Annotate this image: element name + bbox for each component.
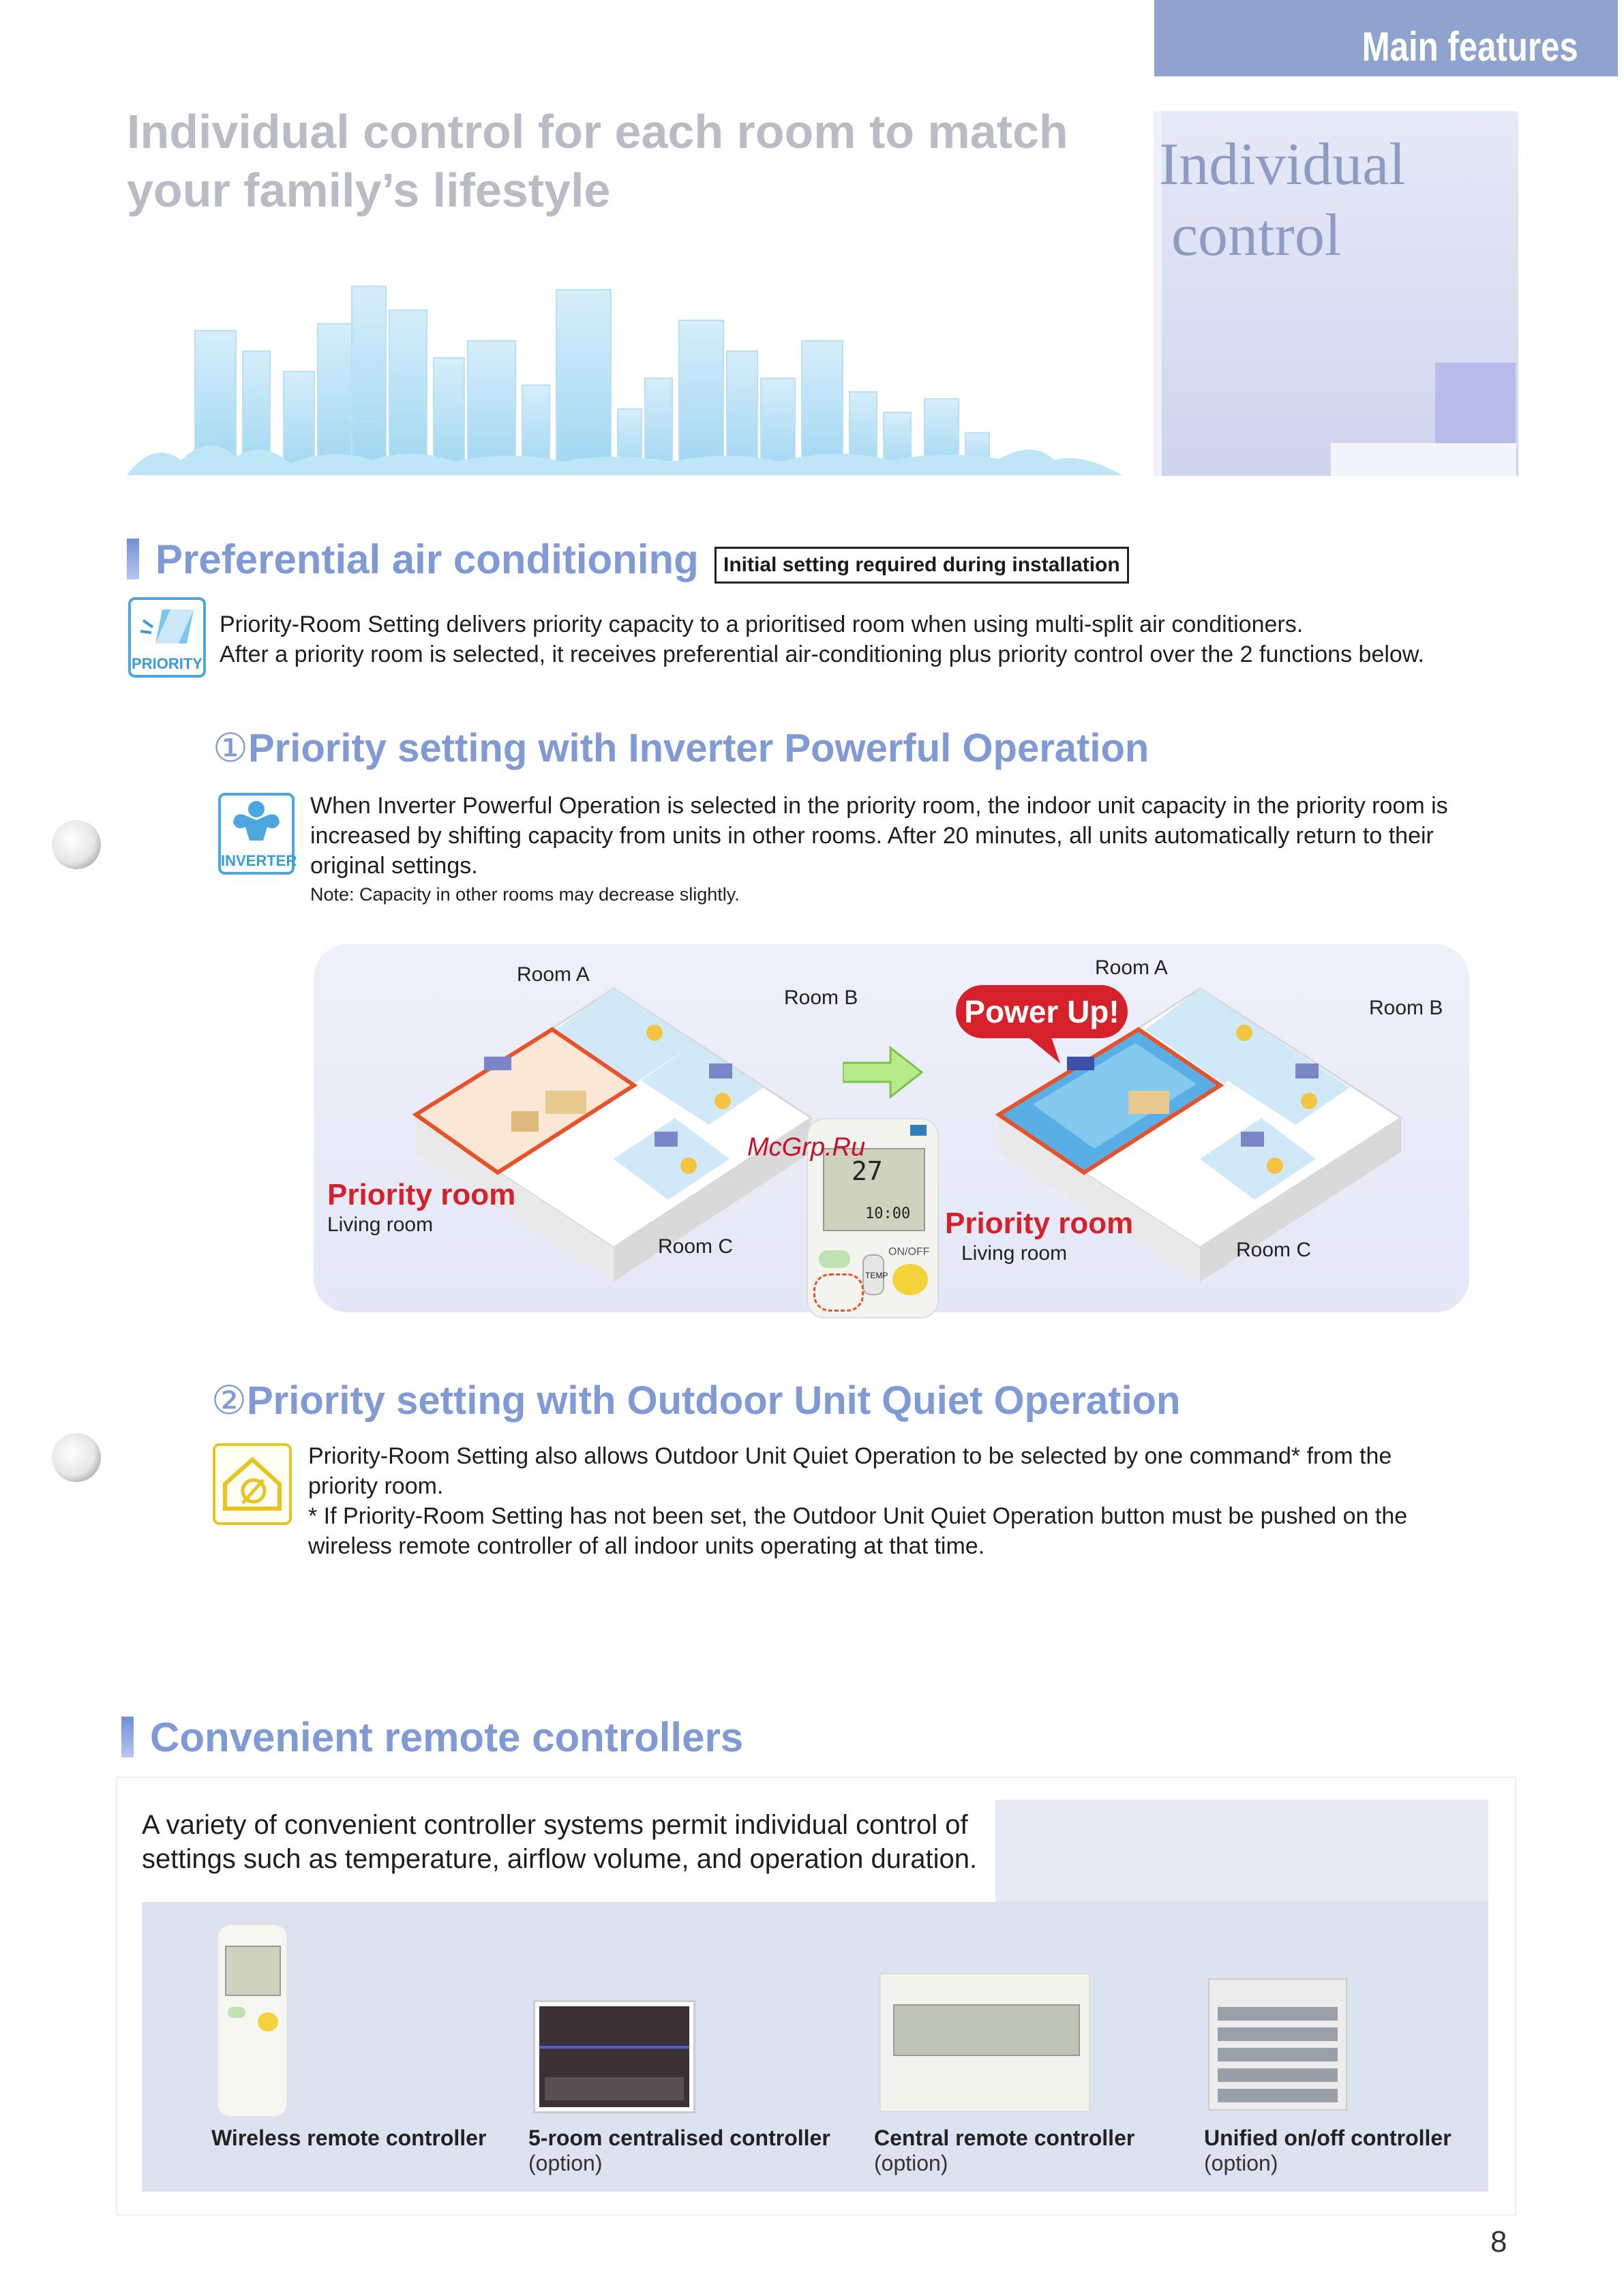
room-a-label-left: Room A (517, 963, 590, 986)
quiet-description: Priority-Room Setting also allows Outdoor Unit Quiet Operation to be selected by one command* from the priority room. * If Priority-Room Setting has not been set, the Outdoor Unit Quiet Operation button must be pushed on the wireless remote controller of all indoor units operating at that time. (308, 1443, 1408, 1559)
section-marker (121, 1717, 134, 1757)
main-features-tab (1154, 0, 1618, 76)
unified-controller-image (1208, 1978, 1347, 2111)
wireless-remote-illustration: 27 10:00 TEMP ON/OFF (807, 1118, 939, 1318)
living-room-label-left: Living room (327, 1213, 434, 1236)
hero-title-line2: your family’s lifestyle (127, 164, 611, 217)
on-off-button[interactable] (892, 1264, 928, 1295)
five-room-controller-image (533, 2000, 695, 2113)
remote-caption-five-room: 5-room centralised controller (option) (528, 2126, 830, 2175)
room-a-label-right: Room A (1095, 956, 1168, 979)
green-arrow-icon (843, 1045, 923, 1100)
hero-title (127, 102, 1149, 220)
remote-caption-central: Central remote controller (option) (874, 2126, 1135, 2175)
page-number: 8 (1490, 2225, 1507, 2259)
remote-logo (910, 1125, 927, 1136)
side-box-title: Individual control (1159, 132, 1406, 269)
remotes-band-top (995, 1800, 1488, 1902)
power-up-bubble: Power Up! (956, 985, 1128, 1038)
remote-caption-wireless: Wireless remote controller (211, 2126, 487, 2150)
central-remote-image (879, 1973, 1090, 2112)
priority-icon: PRIORITY (128, 597, 206, 678)
side-box-accent-square (1435, 363, 1516, 443)
room-c-label-left: Room C (658, 1235, 734, 1258)
binder-hole (52, 820, 101, 869)
preferential-heading: Preferential air conditioning (155, 537, 699, 582)
highlight-ring (813, 1273, 864, 1312)
remotes-heading: Convenient remote controllers (150, 1715, 744, 1760)
section-marker (127, 539, 139, 579)
initial-setting-badge: Initial setting required during installation (715, 547, 1129, 584)
preferential-description: Priority-Room Setting delivers priority capacity to a prioritised room when using multi-split air conditioners. After a priority room is selected, it receives preferential air-conditioning plus priority control over the 2 functions below. (220, 611, 1424, 667)
quiet-heading: ②Priority setting with Outdoor Unit Quiet Operation (211, 1378, 1181, 1423)
inverter-description: When Inverter Powerful Operation is selected in the priority room, the indoor unit capacity in the priority room is increased by shifting capacity from units in other rooms. After 20 minutes, all units automatically return to their original settings. Note: Capacity in other rooms may decrease slightly. (310, 791, 1517, 908)
inverter-muscle-icon: INVERTER (218, 793, 295, 875)
main-features-label: Main features (1362, 24, 1578, 70)
inverter-note: Note: Capacity in other rooms may decrease slightly. (310, 884, 740, 905)
hero-title-line1: Individual control for each room to match (127, 105, 1068, 158)
remote-display: 27 10:00 (823, 1148, 925, 1231)
priority-room-label-right: Priority room (945, 1207, 1134, 1240)
powerful-button[interactable] (819, 1250, 850, 1268)
inverter-heading: ①Priority setting with Inverter Powerful Operation (213, 726, 1149, 770)
temp-button[interactable]: TEMP (862, 1254, 884, 1295)
priority-room-label-left: Priority room (327, 1178, 516, 1211)
binder-hole (52, 1433, 101, 1482)
wireless-remote-image (217, 1924, 288, 2117)
room-c-label-right: Room C (1236, 1239, 1312, 1261)
power-up-bubble-tail (1023, 1033, 1064, 1067)
remote-caption-unified: Unified on/off controller (option) (1204, 2126, 1452, 2175)
room-b-label-left: Room B (784, 986, 858, 1009)
living-room-label-right: Living room (961, 1242, 1068, 1265)
room-b-label-right: Room B (1369, 997, 1443, 1019)
side-box-accent-strip (1331, 443, 1516, 476)
house-before-illustration (409, 961, 818, 1295)
quiet-house-icon (213, 1443, 292, 1525)
remotes-intro: A variety of convenient controller systems permit individual control of settings such as temperature, airflow volume, and operation duration. (142, 1810, 978, 1874)
city-skyline-illustration (127, 276, 1122, 475)
watermark: McGrp.Ru (747, 1133, 866, 1162)
